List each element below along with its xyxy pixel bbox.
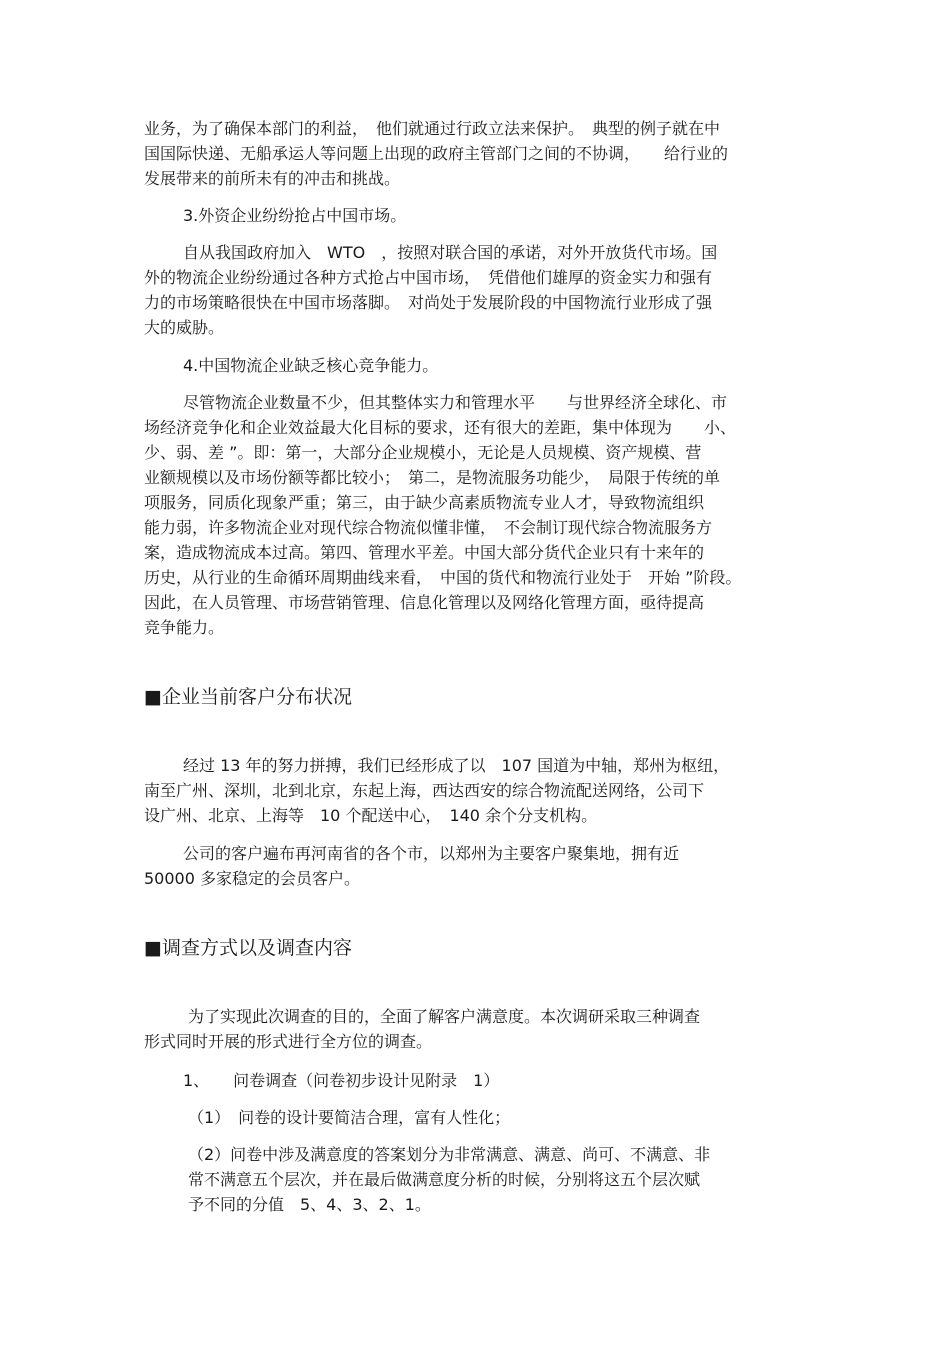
text-line: 大的威胁。 (144, 318, 225, 337)
text-line: 予不同的分值 5、4、3、2、1。 (188, 1195, 431, 1214)
list-item: （1） 问卷的设计要简洁合理，富有人性化； (188, 1108, 511, 1127)
text-line: 国国际快递、无船承运人等问题上出现的政府主管部门之间的不协调， 给行业的 (144, 144, 729, 163)
text-line: 业额规模以及市场份额等都比较小； 第二，是物流服务功能少， 局限于传统的单 (144, 468, 721, 487)
text-line: 因此，在人员管理、市场营销管理、信息化管理以及网络化管理方面，亟待提高 (144, 593, 705, 612)
subheading: 3.外资企业纷纷抢占中国市场。 (183, 206, 407, 225)
text-line: 力的市场策略很快在中国市场落脚。 对尚处于发展阶段的中国物流行业形成了强 (144, 293, 713, 312)
list-item: 1、 问卷调查（问卷初步设计见附录 1） (183, 1071, 500, 1090)
text-line: 公司的客户遍布再河南省的各个市，以郑州为主要客户聚集地，拥有近 (183, 844, 680, 863)
text-line: 尽管物流企业数量不少，但其整体实力和管理水平 与世界经济全球化、市 (183, 393, 728, 412)
subheading: 4.中国物流企业缺乏核心竞争能力。 (183, 356, 439, 375)
text-line: 业务，为了确保本部门的利益， 他们就通过行政立法来保护。 典型的例子就在中 (144, 119, 721, 138)
text-line: 为了实现此次调查的目的，全面了解客户满意度。本次调研采取三种调查 (188, 1007, 701, 1026)
text-line: 发展带来的前所未有的冲击和挑战。 (144, 169, 401, 188)
section-heading: ■调查方式以及调查内容 (144, 937, 352, 959)
text-line: 南至广州、深圳，北到北京，东起上海，西达西安的综合物流配送网络，公司下 (144, 781, 705, 800)
text-line: 少、弱、差 ”。即：第一，大部分企业规模小，无论是人员规模、资产规模、营 (144, 443, 702, 462)
text-line: 设广州、北京、上海等 10 个配送中心， 140 余个分支机构。 (144, 806, 598, 825)
text-line: 能力弱，许多物流企业对现代综合物流似懂非懂， 不会制订现代综合物流服务方 (144, 518, 713, 537)
text-line: 形式同时开展的形式进行全方位的调查。 (144, 1032, 433, 1051)
text-line: 竞争能力。 (144, 618, 225, 637)
text-line: 场经济竞争化和企业效益最大化目标的要求，还有很大的差距，集中体现为 小、 (144, 418, 737, 437)
text-line: 50000 多家稳定的会员客户。 (144, 869, 360, 888)
list-item: （2）问卷中涉及满意度的答案划分为非常满意、满意、尚可、不满意、非 (188, 1145, 711, 1164)
section-heading: ■企业当前客户分布状况 (144, 686, 352, 708)
text-line: 常不满意五个层次，并在最后做满意度分析的时候，分别将这五个层次赋 (188, 1170, 701, 1189)
text-line: 案，造成物流成本过高。第四、管理水平差。中国大部分货代企业只有十来年的 (144, 543, 705, 562)
text-line: 项服务，同质化现象严重；第三，由于缺少高素质物流专业人才，导致物流组织 (144, 493, 705, 512)
text-line: 外的物流企业纷纷通过各种方式抢占中国市场， 凭借他们雄厚的资金实力和强有 (144, 268, 713, 287)
text-line: 经过 13 年的努力拼搏，我们已经形成了以 107 国道为中轴，郑州为枢纽， (183, 756, 730, 775)
text-line: 历史，从行业的生命循环周期曲线来看， 中国的货代和物流行业处于 开始 ”阶段。 (144, 568, 742, 587)
text-line: 自从我国政府加入 WTO ，按照对联合国的承诺，对外开放货代市场。国 (183, 243, 718, 262)
